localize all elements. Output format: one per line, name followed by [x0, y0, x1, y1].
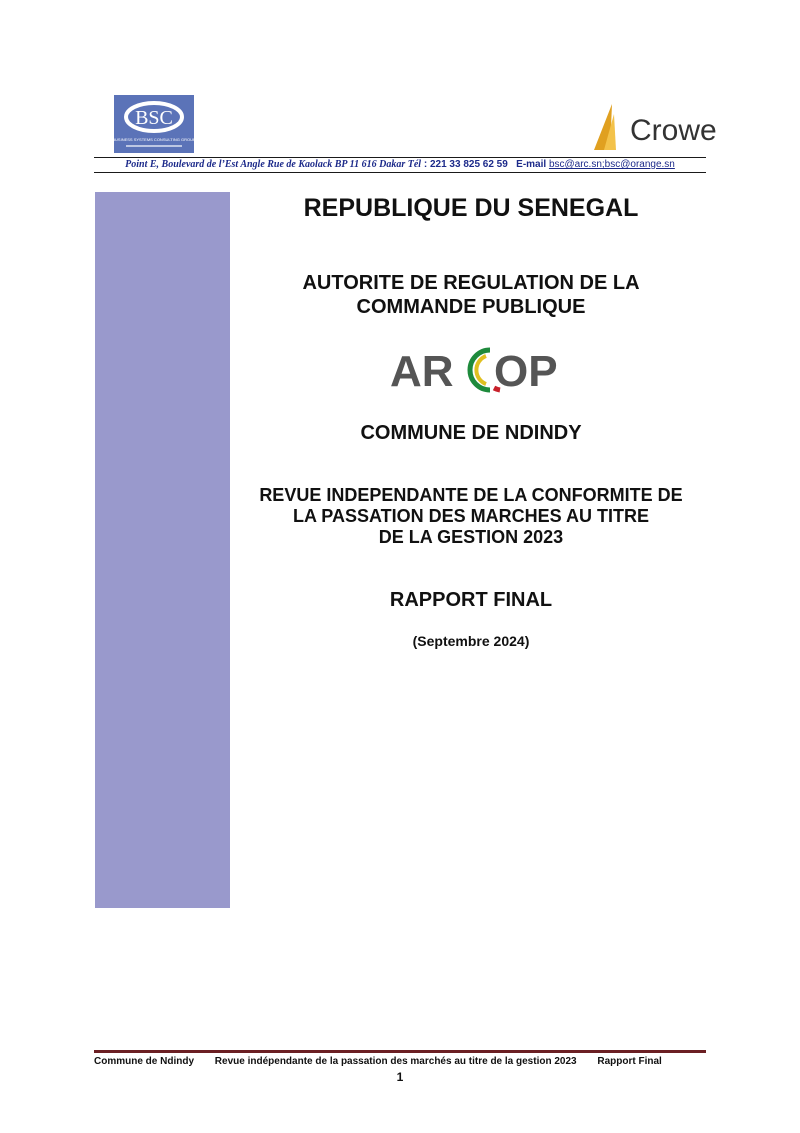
- bsc-logo: [114, 95, 194, 153]
- footer-description: Revue indépendante de la passation des marchés au titre de la gestion 2023: [214, 1056, 577, 1067]
- address-email-link[interactable]: bsc@arc.sn;bsc@orange.sn: [548, 159, 675, 170]
- review-title: [236, 485, 706, 548]
- bsc-logo-text: BSC: [135, 107, 173, 129]
- footer-commune: Commune de Ndindy: [94, 1056, 195, 1067]
- authority-line-1: AUTORITE DE REGULATION DE LA: [302, 272, 640, 294]
- review-line-1: REVUE INDEPENDANTE DE LA CONFORMITE DE: [259, 485, 683, 505]
- crowe-logo: [590, 100, 717, 152]
- address-street: Point E, Boulevard de l’Est Angle Rue de Kaolack BP 11 616 Dakar Tél: [125, 159, 422, 170]
- authority-title: [236, 271, 706, 319]
- arcop-logo-left: AR: [390, 347, 454, 396]
- review-line-2: LA PASSATION DES MARCHES AU TITRE: [292, 506, 649, 526]
- authority-line-2: COMMANDE PUBLIQUE: [356, 296, 586, 318]
- arcop-logo: [390, 342, 560, 396]
- commune-title: COMMUNE DE NDINDY: [360, 422, 582, 444]
- review-line-3: DE LA GESTION 2023: [378, 527, 564, 547]
- arcop-logo-right: OP: [494, 347, 558, 396]
- report-date: (Septembre 2024): [412, 633, 530, 649]
- footer-report: Rapport Final: [597, 1056, 662, 1067]
- side-band: [95, 192, 230, 908]
- country-title: REPUBLIQUE DU SENEGAL: [303, 194, 639, 222]
- crowe-logo-text: Crowe: [630, 114, 717, 147]
- report-title: RAPPORT FINAL: [389, 589, 553, 611]
- footer-rule: [94, 1050, 706, 1053]
- footer-text: [94, 1055, 706, 1068]
- bsc-logo-subtext: BUSINESS SYSTEMS CONSULTING GROUP: [112, 137, 196, 142]
- address-line: [94, 157, 706, 173]
- address-phone: : 221 33 825 62 59: [423, 159, 508, 170]
- page-number: 1: [396, 1070, 404, 1084]
- address-email-label: E-mail: [516, 159, 547, 170]
